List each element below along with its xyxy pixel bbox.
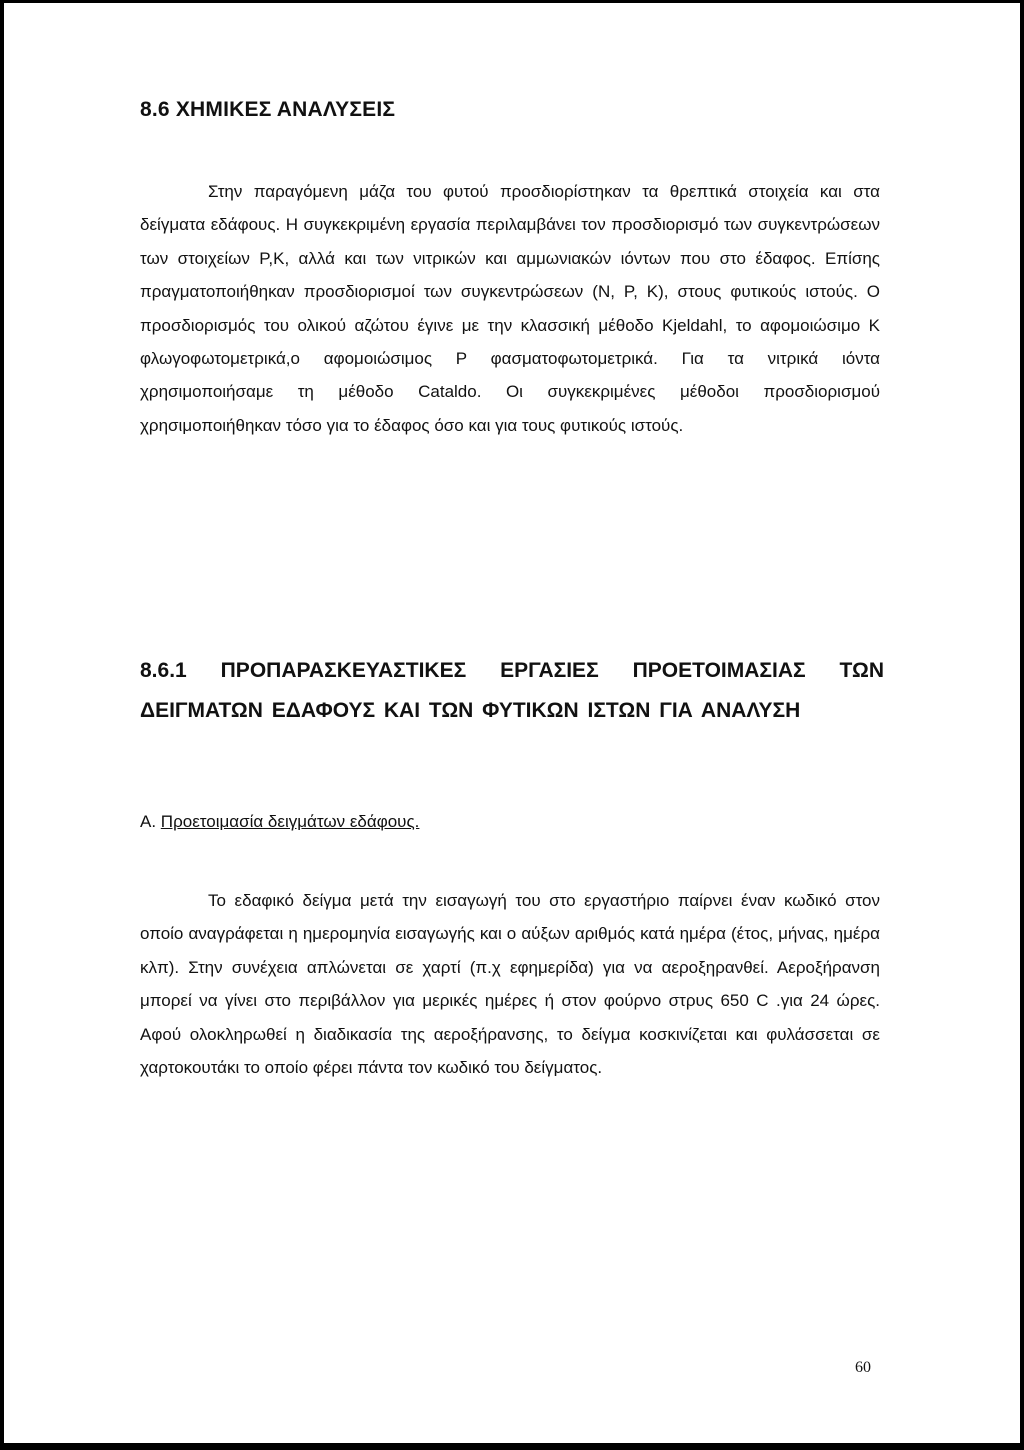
document-page bbox=[4, 3, 1020, 1443]
section-paragraph bbox=[140, 175, 880, 442]
subsection-item-heading bbox=[140, 812, 419, 832]
item-prefix: Α. bbox=[140, 812, 157, 831]
subsection-paragraph-text: Το εδαφικό δείγμα μετά την εισαγωγή του στο εργαστήριο παίρνει έναν κωδικό στον οποίο αναγράφεται η ημερομηνία εισαγωγής και ο αύξων αριθμός κατά ημέρα (έτος, μήνας, ημέρα κλπ). Στην συνέχεια απλώνεται σε χαρτί (π.χ εφημερίδα) για να αεροξηρανθεί. Αεροξήρανση μπορεί να γίνει στο περιβάλλον για μερικές ημέρες ή στον φούρνο στρυς 650 C .για 24 ώρες. Αφού ολοκληρωθεί η διαδικασία της αεροξήρανσης, το δείγμα κοσκινίζεται και φυλάσσεται σε χαρτοκουτάκι το οποίο φέρει πάντα τον κωδικό του δείγματος. bbox=[140, 891, 880, 1078]
section-heading: 8.6 ΧΗΜΙΚΕΣ ΑΝΑΛΥΣΕΙΣ bbox=[140, 98, 396, 121]
subsection-paragraph bbox=[140, 884, 880, 1084]
page-number: 60 bbox=[855, 1359, 871, 1376]
subsection-heading: 8.6.1 ΠΡΟΠΑΡΑΣΚΕΥΑΣΤΙΚΕΣ ΕΡΓΑΣΙΕΣ ΠΡΟΕΤΟΙΜΑΣΙΑΣ ΤΩΝ ΔΕΙΓΜΑΤΩΝ ΕΔΑΦΟΥΣ ΚΑΙ ΤΩΝ ΦΥΤΙΚΩΝ ΙΣΤΩΝ ΓΙΑ ΑΝΑΛΥΣΗ bbox=[140, 659, 884, 722]
item-title: Προετοιμασία δειγμάτων εδάφους. bbox=[160, 812, 420, 831]
section-paragraph-text: Στην παραγόμενη μάζα του φυτού προσδιορίστηκαν τα θρεπτικά στοιχεία και στα δείγματα εδάφους. Η συγκεκριμένη εργασία περιλαμβάνει τον προσδιορισμό των συγκεντρώσεων των στοιχείων P,K, αλλά και των νιτρικών και αμμωνιακών ιόντων που στο έδαφος. Επίσης πραγματοποιήθηκαν προσδιορισμοί των συγκεντρώσεων (Ν, P, Κ), στους φυτικούς ιστούς. Ο προσδιορισμός του ολικού αζώτου έγινε με την κλασσική μέθοδο Kjeldahl, το αφομοιώσιμο Κ φλωγοφωτομετρικά,ο αφομοιώσιμος P φασματοφωτομετρικά. Για τα νιτρικά ιόντα χρησιμοποιήσαμε τη μέθοδο Cataldo. Οι συγκεκριμένες μέθοδοι προσδιορισμού χρησιμοποιήθηκαν τόσο για το έδαφος όσο και για τους φυτικούς ιστούς. bbox=[140, 182, 880, 435]
